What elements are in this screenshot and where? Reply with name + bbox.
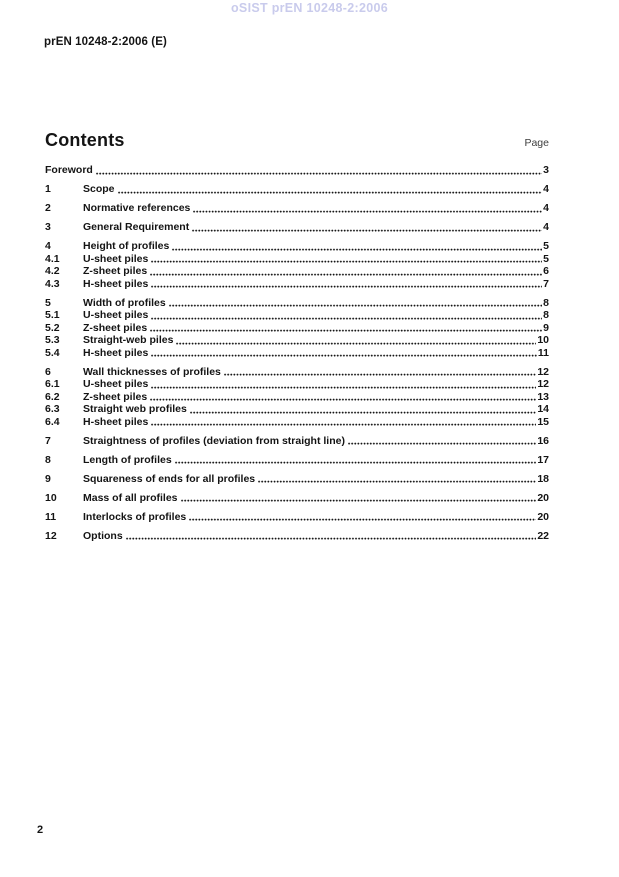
toc-dot-leader — [151, 354, 537, 357]
toc-dot-leader — [126, 537, 537, 540]
toc-entry-page: 22 — [537, 529, 549, 542]
toc-entry-title: Width of profiles — [83, 296, 166, 309]
toc-entry — [45, 297, 549, 310]
contents-header — [45, 130, 549, 151]
toc-entry-page: 12 — [537, 365, 549, 378]
toc-entry — [45, 221, 549, 234]
toc-entry-page: 10 — [537, 334, 549, 346]
toc-entry-page: 3 — [543, 164, 549, 176]
toc-entry-page: 13 — [537, 390, 549, 403]
toc-entry-number: 5.1 — [45, 309, 60, 321]
toc-dot-leader — [348, 442, 536, 445]
toc-entry-number: 4.3 — [45, 277, 60, 290]
toc-entry — [45, 530, 549, 543]
toc-entry-title: Normative references — [83, 202, 191, 214]
toc-entry — [45, 278, 549, 291]
toc-entry-title: H-sheet piles — [83, 277, 149, 290]
toc-entry-title: Options — [83, 529, 123, 542]
toc-entry-number: 6.3 — [45, 403, 60, 415]
toc-entry-title: U-sheet piles — [83, 378, 149, 390]
toc-entry-page: 7 — [543, 277, 549, 290]
toc-entry-title: Scope — [83, 183, 115, 195]
toc-dot-leader — [224, 373, 536, 376]
toc-entry — [45, 403, 549, 416]
toc-dot-leader — [151, 260, 542, 263]
watermark-text: oSIST prEN 10248-2:2006 — [231, 1, 388, 15]
toc-entry-number: 4 — [45, 240, 51, 252]
toc-entry-number: 2 — [45, 202, 51, 214]
toc-entry-page: 17 — [537, 453, 549, 466]
toc-entry — [45, 435, 549, 448]
toc-entry-number: 9 — [45, 472, 51, 485]
toc-entry-number: 6 — [45, 365, 51, 378]
toc-entry-number: 4.2 — [45, 265, 60, 277]
toc-entry — [45, 322, 549, 335]
toc-entry — [45, 309, 549, 322]
toc-entry-page: 18 — [537, 472, 549, 485]
toc-entry-title: Squareness of ends for all profiles — [83, 472, 256, 485]
toc-dot-leader — [172, 248, 542, 251]
toc-entry-number: 1 — [45, 183, 51, 195]
toc-dot-leader — [175, 461, 537, 464]
contents-section — [45, 130, 549, 542]
toc-list — [45, 164, 549, 542]
toc-entry-number: 5.4 — [45, 346, 60, 359]
toc-entry-title: Straight-web piles — [83, 334, 174, 346]
toc-entry-page: 20 — [537, 510, 549, 523]
toc-entry-title: Z-sheet piles — [83, 265, 148, 277]
toc-entry — [45, 391, 549, 404]
toc-entry-number: 8 — [45, 453, 51, 466]
toc-entry-title: General Requirement — [83, 221, 190, 233]
toc-entry-title: Foreword — [45, 164, 93, 176]
toc-entry-page: 5 — [543, 252, 549, 265]
toc-entry — [45, 473, 549, 486]
toc-entry-title: U-sheet piles — [83, 309, 149, 321]
toc-entry-title: Straightness of profiles (deviation from straight line) — [83, 434, 345, 447]
toc-entry-title: Interlocks of profiles — [83, 510, 187, 523]
toc-entry-page: 9 — [543, 321, 549, 334]
contents-title: Contents — [45, 130, 125, 150]
toc-entry-title: Wall thicknesses of profiles — [83, 365, 221, 378]
toc-entry-title: Height of profiles — [83, 240, 170, 252]
toc-entry-page: 4 — [543, 221, 549, 233]
toc-dot-leader — [189, 518, 536, 521]
toc-entry-title: Z-sheet piles — [83, 321, 148, 334]
toc-entry-number: 11 — [45, 510, 57, 523]
toc-entry — [45, 347, 549, 360]
toc-entry — [45, 202, 549, 215]
toc-dot-leader — [118, 191, 543, 194]
toc-dot-leader — [258, 480, 536, 483]
toc-entry-number: 12 — [45, 529, 57, 542]
toc-entry-number: 7 — [45, 434, 51, 447]
toc-entry — [45, 511, 549, 524]
toc-entry-page: 14 — [537, 403, 549, 415]
toc-entry-page: 15 — [537, 415, 549, 428]
toc-entry — [45, 454, 549, 467]
toc-dot-leader — [151, 386, 536, 389]
toc-dot-leader — [192, 229, 542, 232]
toc-entry — [45, 240, 549, 253]
toc-entry-title: Straight web profiles — [83, 403, 187, 415]
toc-entry — [45, 416, 549, 429]
toc-entry — [45, 265, 549, 278]
toc-entry-title: H-sheet piles — [83, 346, 149, 359]
toc-entry-number: 6.1 — [45, 378, 60, 390]
toc-entry-number: 6.4 — [45, 415, 60, 428]
toc-entry-page: 5 — [543, 240, 549, 252]
toc-entry-page: 4 — [543, 183, 549, 195]
toc-dot-leader — [150, 398, 536, 401]
toc-entry-title: Mass of all profiles — [83, 491, 178, 504]
toc-dot-leader — [151, 285, 542, 288]
page-column-label: Page — [524, 137, 549, 149]
toc-dot-leader — [96, 172, 542, 175]
toc-entry — [45, 334, 549, 347]
toc-entry-page: 6 — [543, 265, 549, 277]
toc-entry-number: 10 — [45, 491, 57, 504]
toc-entry-page: 8 — [543, 309, 549, 321]
doc-reference: prEN 10248-2:2006 (E) — [44, 36, 167, 48]
toc-entry-page: 4 — [543, 202, 549, 214]
toc-entry-number: 5 — [45, 296, 51, 309]
toc-entry — [45, 183, 549, 196]
toc-entry — [45, 492, 549, 505]
toc-entry-title: Length of profiles — [83, 453, 172, 466]
toc-dot-leader — [181, 499, 537, 502]
toc-entry-number: 5.3 — [45, 334, 60, 346]
toc-dot-leader — [150, 329, 542, 332]
toc-dot-leader — [169, 304, 542, 307]
toc-entry — [45, 253, 549, 266]
toc-dot-leader — [176, 342, 536, 345]
toc-dot-leader — [151, 317, 542, 320]
toc-dot-leader — [193, 210, 542, 213]
toc-entry-page: 11 — [537, 346, 549, 359]
footer-page-number: 2 — [37, 824, 44, 836]
toc-entry-page: 8 — [543, 296, 549, 309]
toc-entry — [45, 378, 549, 391]
toc-entry-page: 20 — [537, 491, 549, 504]
toc-entry-number: 3 — [45, 221, 51, 233]
toc-entry-page: 16 — [537, 434, 549, 447]
toc-entry-number: 6.2 — [45, 390, 60, 403]
toc-entry-page: 12 — [537, 378, 549, 390]
toc-dot-leader — [150, 273, 542, 276]
toc-entry-number: 4.1 — [45, 252, 60, 265]
toc-entry-title: Z-sheet piles — [83, 390, 148, 403]
toc-dot-leader — [151, 423, 536, 426]
toc-entry-number: 5.2 — [45, 321, 60, 334]
toc-entry-title: H-sheet piles — [83, 415, 149, 428]
toc-entry — [45, 164, 549, 177]
toc-dot-leader — [190, 411, 536, 414]
toc-entry — [45, 366, 549, 379]
toc-entry-title: U-sheet piles — [83, 252, 149, 265]
